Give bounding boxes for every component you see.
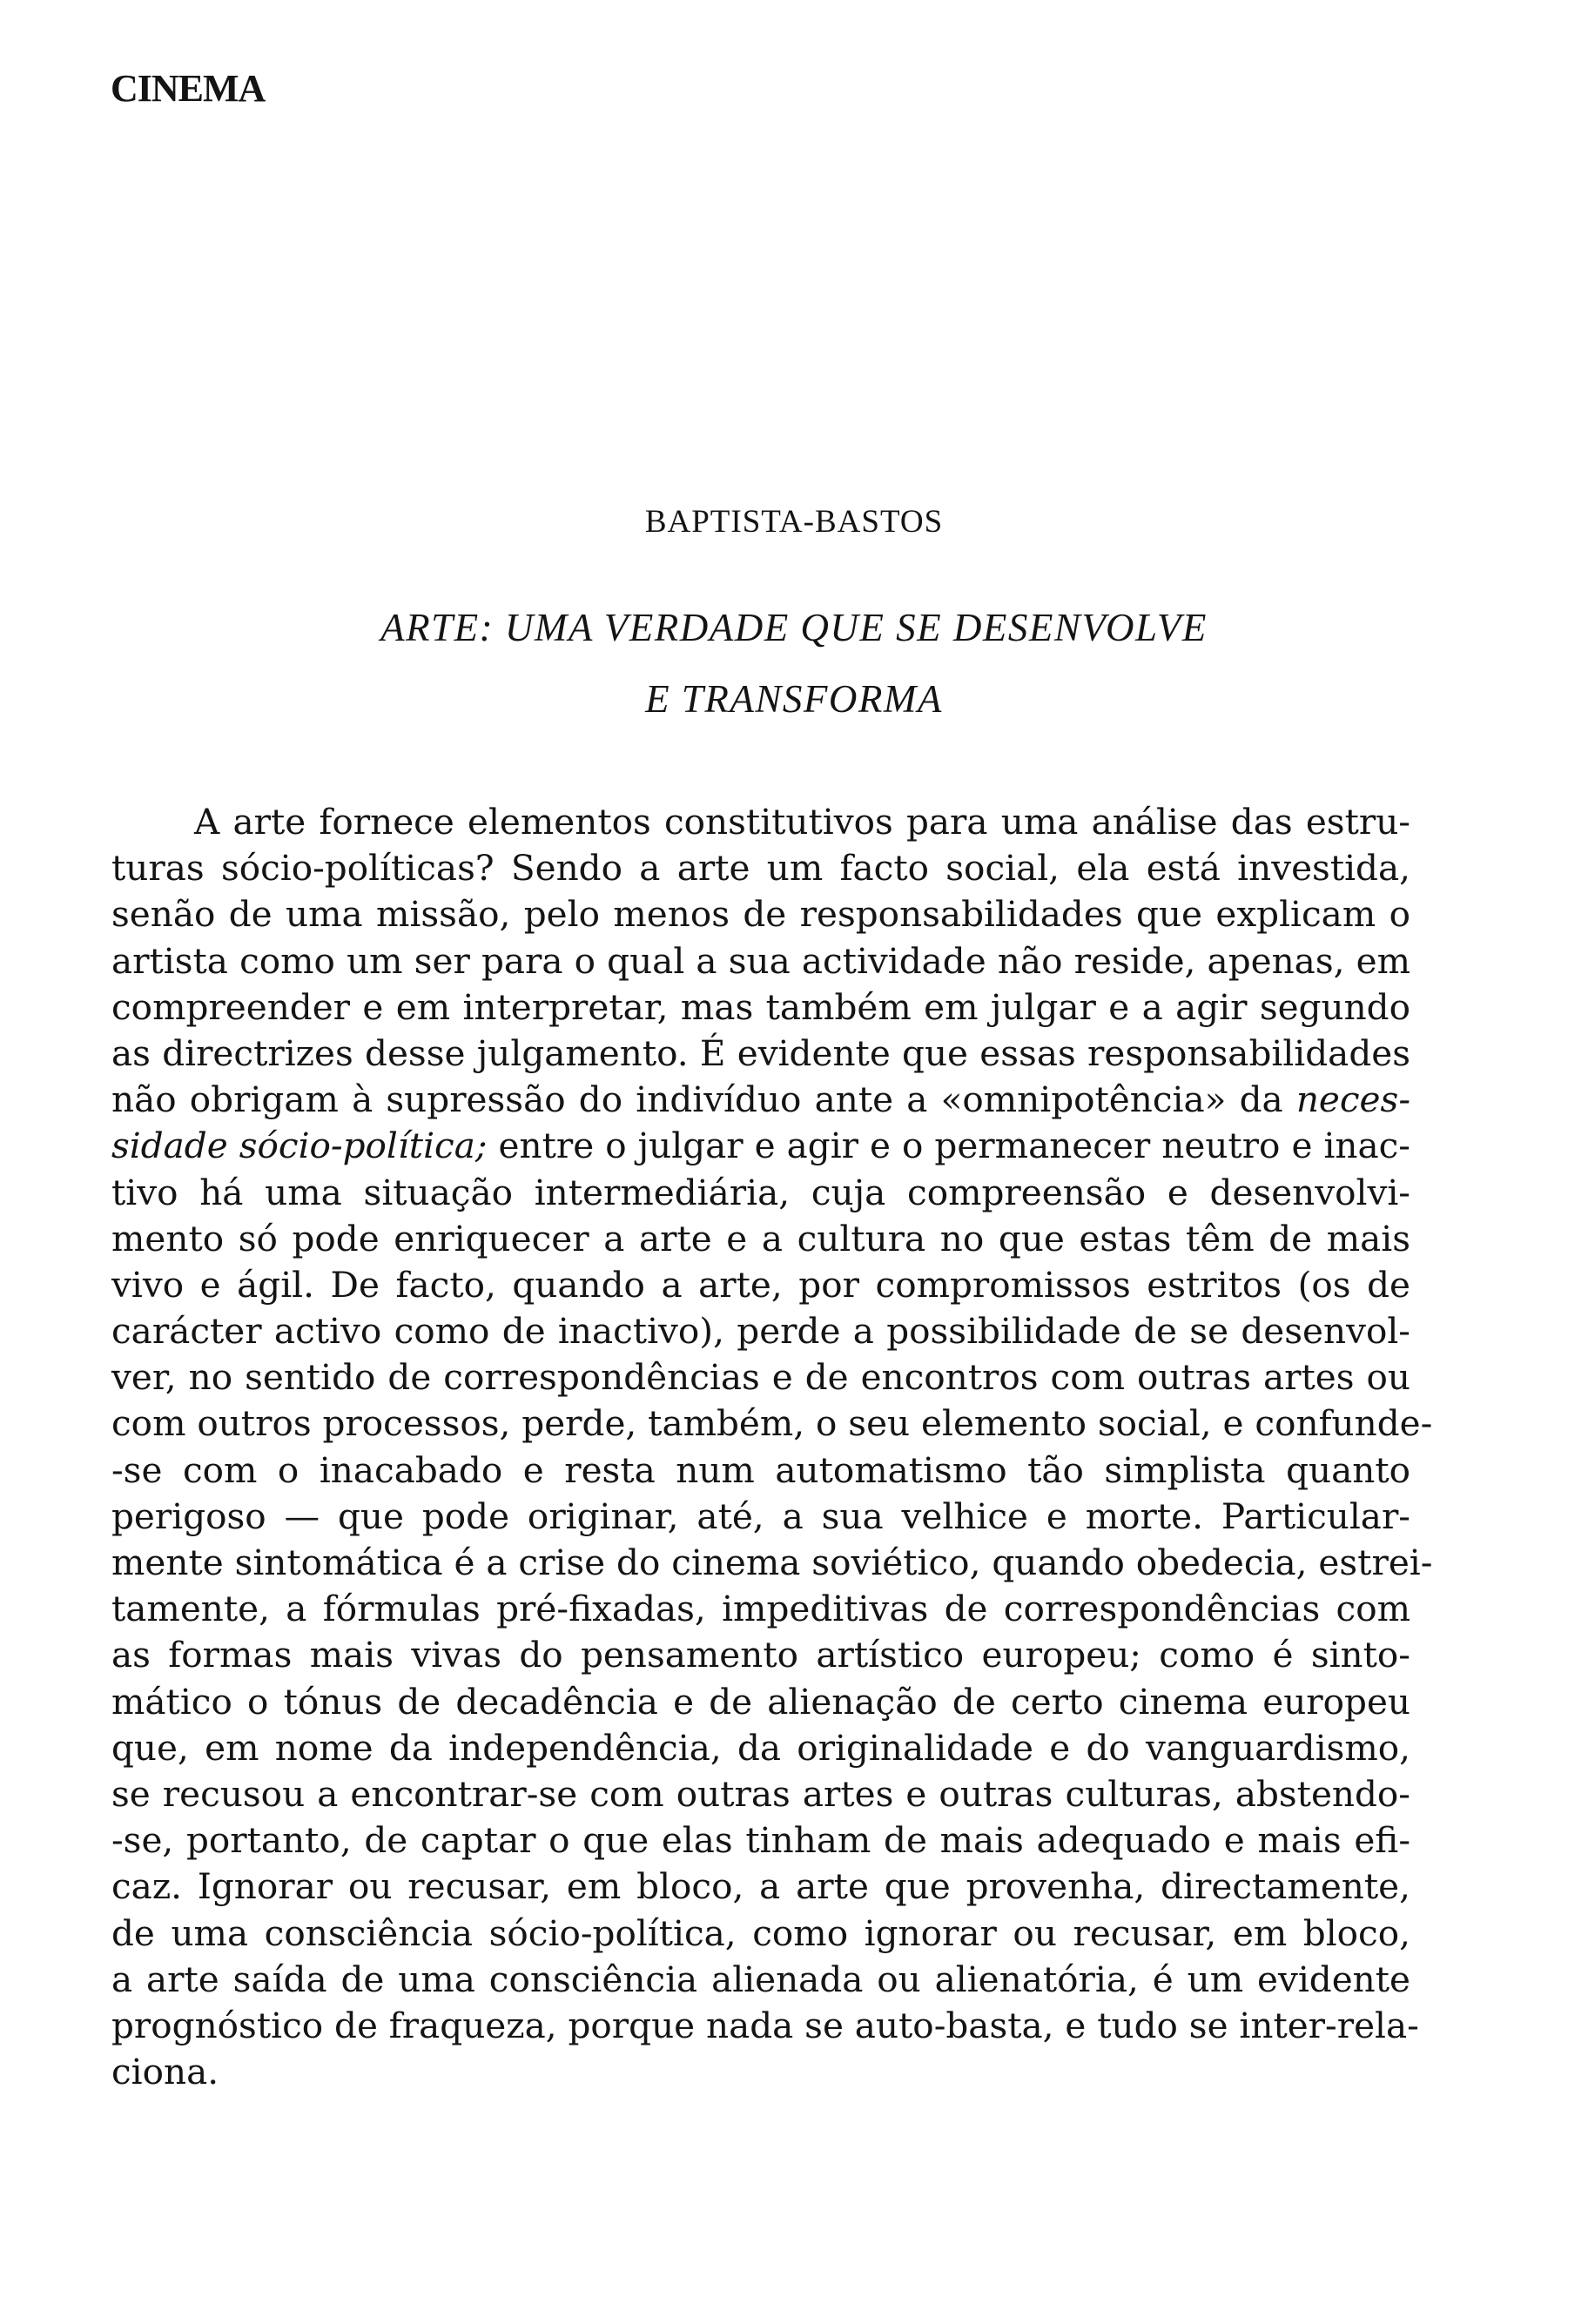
article-author: BAPTISTA-BASTOS xyxy=(644,504,944,540)
article-title-line-2: E TRANSFORMA xyxy=(645,677,943,721)
body-line: perigoso — que pode originar, até, a sua velhice e morte. Particular- xyxy=(111,1494,1410,1537)
body-line: -se, portanto, de captar o que elas tinham de mais adequado e mais efi- xyxy=(111,1819,1410,1862)
body-line: se recusou a encontrar-se com outras artes e outras culturas, abstendo- xyxy=(111,1772,1410,1815)
body-line: compreender e em interpretar, mas também em julgar e a agir segundo xyxy=(111,985,1410,1028)
body-line: turas sócio-políticas? Sendo a arte um facto social, ela está investida, xyxy=(111,847,1410,890)
body-line: -se com o inacabado e resta num automatismo tão simplista quanto xyxy=(111,1448,1410,1491)
section-heading: CINEMA xyxy=(111,67,266,110)
body-line: prognóstico de fraqueza, porque nada se auto-basta, e tudo se inter-rela- xyxy=(111,2004,1419,2046)
body-line: tivo há uma situação intermediária, cuja compreensão e desenvolvi- xyxy=(111,1171,1410,1213)
italic-fragment: neces- xyxy=(1295,1078,1410,1121)
body-line: mático o tónus de decadência e de alienação de certo cinema europeu xyxy=(111,1680,1410,1723)
body-line: as directrizes desse julgamento. É evidente que essas responsabilidades xyxy=(111,1031,1410,1074)
body-line: ciona. xyxy=(111,2051,219,2093)
body-line: mento só pode enriquecer a arte e a cultura no que estas têm de mais xyxy=(111,1217,1410,1259)
body-line: tamente, a fórmulas pré-fixadas, impeditivas de correspondências com xyxy=(111,1588,1410,1630)
body-line: mente sintomática é a crise do cinema soviético, quando obedecia, estrei- xyxy=(111,1541,1433,1583)
body-line: senão de uma missão, pelo menos de responsabilidades que explicam o xyxy=(111,893,1410,936)
italic-fragment: sidade sócio-política; xyxy=(111,1125,488,1167)
article-body xyxy=(111,799,1433,2095)
body-line: a arte saída de uma consciência alienada ou alienatória, é um evidente xyxy=(111,1958,1410,2000)
body-line: que, em nome da independência, da originalidade e do vanguardismo, xyxy=(111,1726,1410,1769)
body-line-text: não obrigam à supressão do indivíduo ante a «omnipotência» da xyxy=(111,1078,1296,1121)
body-line: com outros processos, perde, também, o seu elemento social, e confunde- xyxy=(111,1402,1433,1445)
body-line-text: entre o julgar e agir e o permanecer neutro e inac- xyxy=(487,1125,1410,1167)
body-line: vivo e ágil. De facto, quando a arte, por compromissos estritos (os de xyxy=(111,1263,1410,1306)
body-line: carácter activo como de inactivo), perde a possibilidade de se desenvol- xyxy=(111,1310,1410,1353)
body-line xyxy=(111,1077,1410,1123)
body-line: caz. Ignorar ou recusar, em bloco, a arte que provenha, directamente, xyxy=(111,1865,1410,1908)
body-line: de uma consciência sócio-política, como ignorar ou recusar, em bloco, xyxy=(111,1911,1410,1954)
article-title-line-1: ARTE: UMA VERDADE QUE SE DESENVOLVE xyxy=(380,606,1208,649)
body-line: artista como um ser para o qual a sua actividade não reside, apenas, em xyxy=(111,939,1410,982)
article-title xyxy=(0,592,1588,735)
body-line: as formas mais vivas do pensamento artístico europeu; como é sinto- xyxy=(111,1634,1410,1676)
body-line: A arte fornece elementos constitutivos para uma análise das estru- xyxy=(194,801,1410,843)
body-line xyxy=(111,1123,1410,1169)
body-line: ver, no sentido de correspondências e de encontros com outras artes ou xyxy=(111,1356,1410,1399)
